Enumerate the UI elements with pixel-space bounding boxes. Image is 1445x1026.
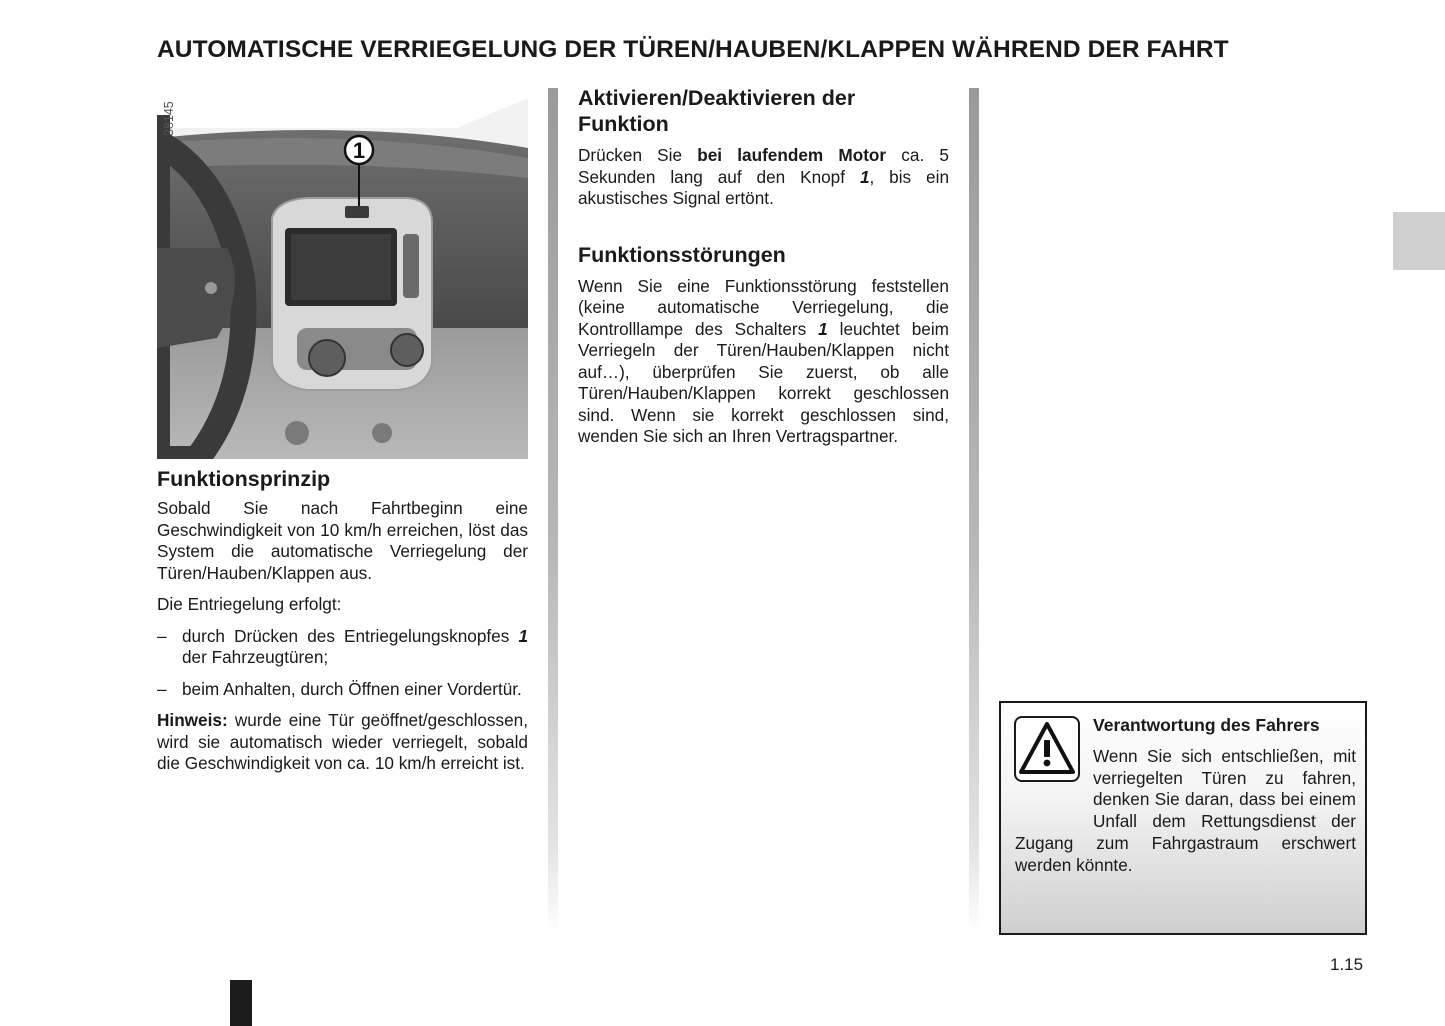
page-title: AUTOMATISCHE VERRIEGELUNG DER TÜREN/HAUBEN/KLAPPEN WÄHREND DER FAHRT (157, 36, 1229, 63)
photo-callout-label: 1 (352, 138, 366, 163)
column-separator (548, 88, 558, 933)
page-number: 1.15 (1330, 955, 1364, 974)
warning-title: Verantwortung des Fahrers (1093, 715, 1320, 735)
list-item-text: durch Drücken des Entriegelungsknopfes 1 der Fahrzeugtüren; (182, 625, 528, 667)
paragraph-intro: Sobald Sie nach Fahrtbeginn eine Geschwindigkeit von 10 km/h erreichen, löst das System die automatische Verriegelung der Türen/Hauben/Klappen aus. (157, 498, 528, 583)
section-heading-funktionsprinzip: Funktionsprinzip (157, 467, 331, 491)
ref-1: 1 (859, 166, 870, 187)
section-heading-aktivieren: Aktivieren/Deaktivieren der Funktion (578, 86, 856, 136)
dashboard-photo (157, 88, 528, 459)
ref-1: 1 (518, 625, 528, 646)
paragraph-malfunction: Wenn Sie eine Funktionsstörung feststellen (keine automatische Verriegelung, die Kontrolllampe des Schalters 1 leuchtet beim Verriegeln der Türen/Hauben/Klappen nicht auf…), überprüfen Sie zuerst, ob alle Türen/Hauben/Klappen korrekt geschlossen sind. Wenn sie korrekt geschlossen sind, wenden Sie sich an Ihren Vertragspartner. (578, 275, 949, 446)
column-left (157, 466, 528, 775)
paragraph-activate: Drücken Sie bei laufendem Motor ca. 5 Sekunden lang auf den Knopf 1, bis ein akustisches Signal ertönt. (578, 145, 949, 208)
dash-marker: – (157, 678, 167, 699)
list-item (157, 679, 528, 701)
list-item-text: beim Anhalten, durch Öffnen einer Vordertür. (182, 678, 522, 699)
photo-reference-number (150, 96, 190, 136)
warning-text: Wenn Sie sich entschließen, mit verriegelten Türen zu fahren, denken Sie daran, dass bei einem Unfall dem Rettungsdienst der Zugang zum Fahrgastraum erschwert werden könnte. (1015, 746, 1356, 875)
note-label: Hinweis: (157, 710, 228, 730)
warning-text-block (1015, 746, 1356, 876)
section-heading-funktionsstoerungen: Funktionsstörungen (578, 242, 786, 267)
column-middle (578, 85, 949, 448)
list-item (157, 626, 528, 669)
page-edge-marker (230, 980, 252, 1026)
ref-1: 1 (818, 318, 828, 339)
paragraph-unlock: Die Entriegelung erfolgt: (157, 594, 342, 614)
column-separator (969, 88, 979, 933)
photo-id-label: 38145 (162, 101, 176, 136)
paragraph-note: Hinweis: wurde eine Tür geöffnet/geschlossen, wird sie automatisch wieder verriegelt, sobald die Geschwindigkeit von ca. 10 km/h erreicht ist. (157, 710, 528, 773)
warning-box (999, 701, 1367, 935)
chapter-tab (1393, 212, 1445, 270)
dash-marker: – (157, 625, 167, 646)
